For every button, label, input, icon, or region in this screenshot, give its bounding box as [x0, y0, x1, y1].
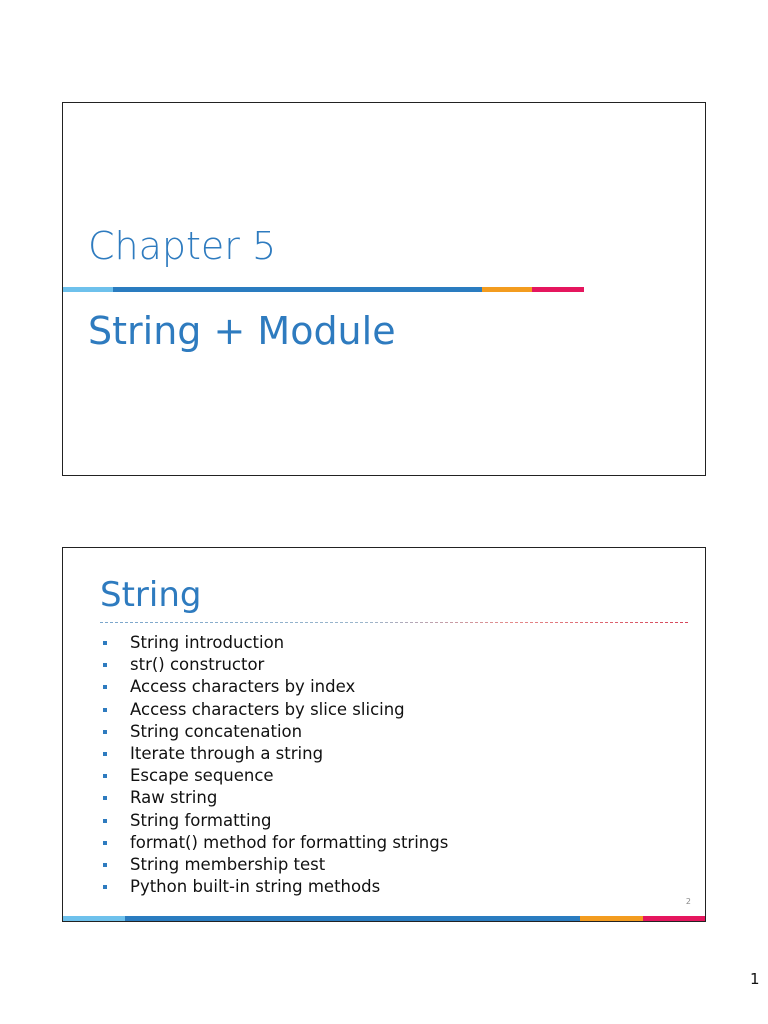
square-bullet-icon: [103, 641, 107, 645]
square-bullet-icon: [103, 708, 107, 712]
bullet-text: Access characters by slice slicing: [130, 699, 405, 719]
bullet-text: String introduction: [130, 633, 285, 652]
footer-bar-red: [643, 916, 705, 921]
bullet-text: Raw string: [130, 788, 218, 808]
square-bullet-icon: [103, 663, 107, 667]
bullet-text: Iterate through a string: [130, 743, 324, 763]
bullet-text: Python built-in string methods: [130, 877, 381, 897]
page-number: 1: [750, 970, 760, 988]
square-bullet-icon: [103, 841, 107, 845]
title-divider: [100, 622, 688, 623]
accent-bar-blue: [113, 287, 482, 292]
footer-bar-light-blue: [63, 916, 125, 921]
bullet-text: format() method for formatting strings: [130, 832, 449, 852]
bullet-text: Access characters by index: [130, 677, 356, 697]
square-bullet-icon: [103, 752, 107, 756]
square-bullet-icon: [103, 774, 107, 778]
bullet-text: str() constructor: [130, 655, 265, 675]
square-bullet-icon: [103, 863, 107, 867]
bullet-text: String concatenation: [130, 721, 303, 741]
footer-bar-orange: [580, 916, 643, 921]
square-bullet-icon: [103, 885, 107, 889]
slide-title: String: [100, 575, 202, 615]
chapter-title: Chapter 5: [88, 224, 277, 268]
slide-number: 2: [685, 897, 691, 906]
accent-bar-light-blue: [63, 287, 113, 292]
square-bullet-icon: [103, 685, 107, 689]
square-bullet-icon: [103, 730, 107, 734]
content-slide: [62, 547, 706, 922]
bullet-text: Escape sequence: [130, 766, 274, 786]
accent-bar-red: [532, 287, 584, 292]
square-bullet-icon: [103, 796, 107, 800]
bullet-text: String formatting: [130, 810, 272, 830]
accent-bar-orange: [482, 287, 532, 292]
bullet-text: String membership test: [130, 854, 326, 874]
square-bullet-icon: [103, 819, 107, 823]
chapter-subtitle: String + Module: [88, 309, 396, 353]
footer-bar-blue: [125, 916, 580, 921]
title-slide: [62, 102, 706, 476]
